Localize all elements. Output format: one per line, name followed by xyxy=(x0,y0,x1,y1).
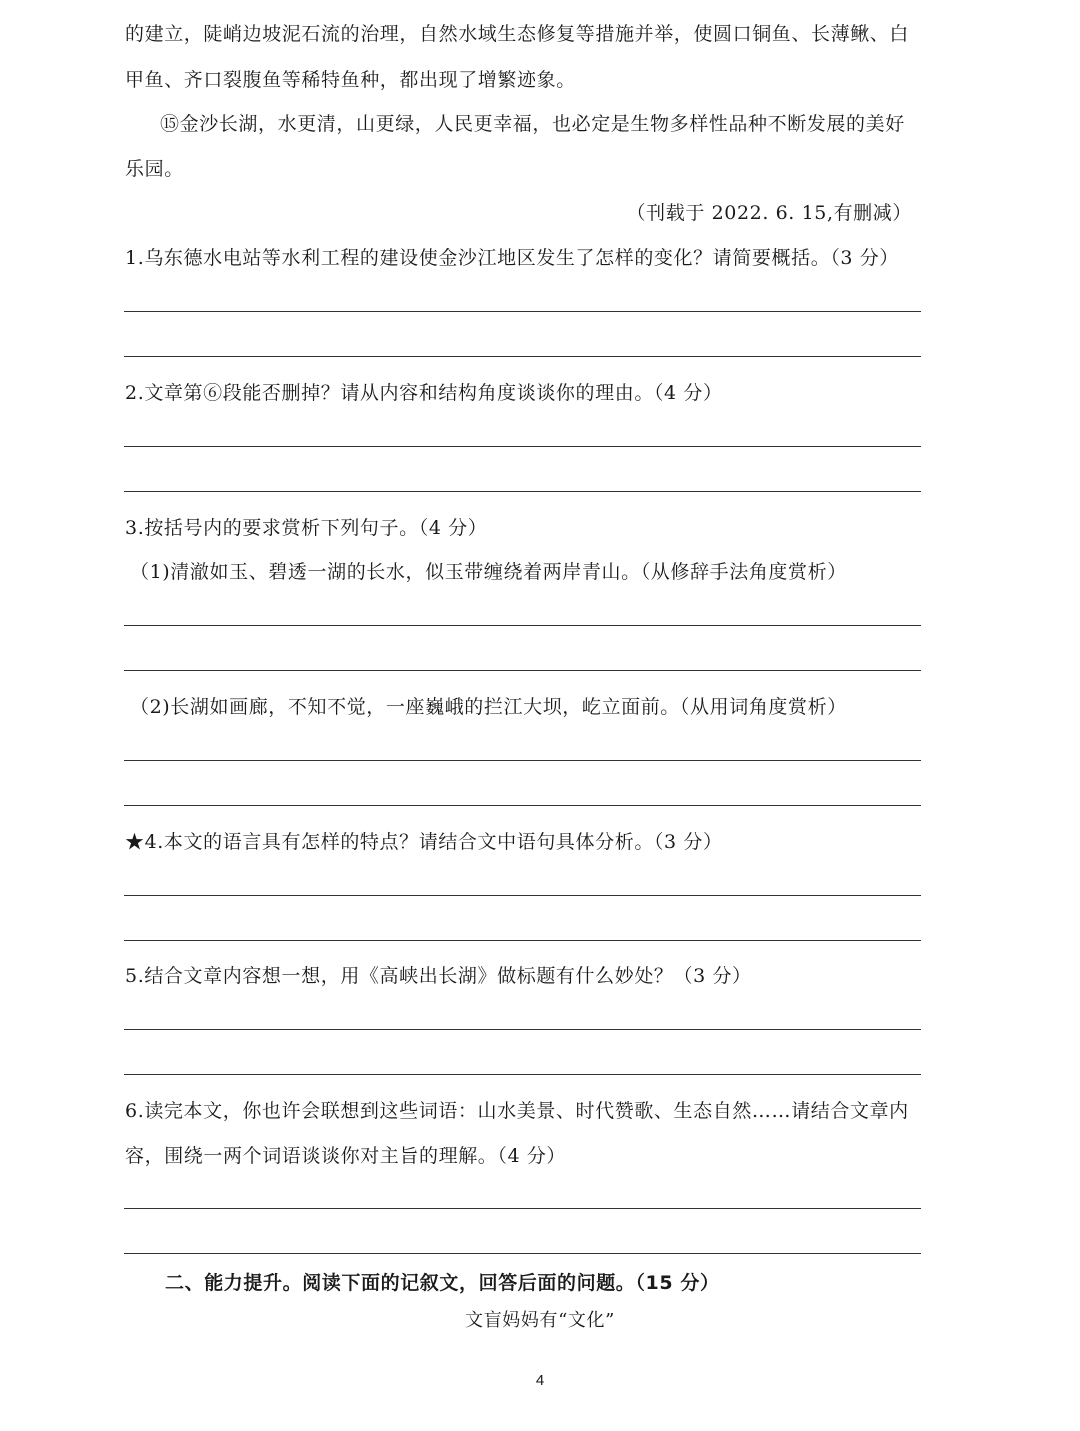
answer-line[interactable] xyxy=(124,1074,921,1075)
answer-line[interactable] xyxy=(124,760,921,761)
answer-line[interactable] xyxy=(124,1029,921,1030)
answer-line[interactable] xyxy=(124,1208,921,1209)
answer-line[interactable] xyxy=(124,356,921,357)
answer-line[interactable] xyxy=(124,805,921,806)
answer-line[interactable] xyxy=(124,491,921,492)
question-5: 5.结合文章内容想一想，用《高峡出长湖》做标题有什么妙处？（3 分） xyxy=(125,965,752,987)
passage-paragraph-15: ⑮金沙长湖，水更清，山更绿，人民更幸福，也必定是生物多样性品种不断发展的美好 xyxy=(160,113,905,135)
answer-line[interactable] xyxy=(124,940,921,941)
section-heading: 二、能力提升。阅读下面的记叙文，回答后面的问题。（15 分） xyxy=(165,1272,720,1294)
source-citation: （刊载于 2022. 6. 15,有删减） xyxy=(626,202,912,224)
question-4: ★4.本文的语言具有怎样的特点？请结合文中语句具体分析。（3 分） xyxy=(125,831,723,853)
answer-line[interactable] xyxy=(124,1253,921,1254)
answer-line[interactable] xyxy=(124,446,921,447)
passage-line: 甲鱼、齐口裂腹鱼等稀特鱼种，都出现了增繁迹象。 xyxy=(125,69,576,91)
question-1: 1.乌东德水电站等水利工程的建设使金沙江地区发生了怎样的变化？请简要概括。（3 分） xyxy=(125,247,899,269)
passage-line: 乐园。 xyxy=(125,158,184,180)
article-title: 文盲妈妈有“文化” xyxy=(465,1310,615,1331)
answer-line[interactable] xyxy=(124,895,921,896)
page-number: 4 xyxy=(535,1372,545,1389)
question-6: 6.读完本文，你也许会联想到这些词语：山水美景、时代赞歌、生态自然……请结合文章内 xyxy=(125,1100,909,1122)
question-3-2: （2)长湖如画廊，不知不觉，一座巍峨的拦江大坝，屹立面前。（从用词角度赏析） xyxy=(130,696,847,718)
answer-line[interactable] xyxy=(124,670,921,671)
question-2: 2.文章第⑥段能否删掉？请从内容和结构角度谈谈你的理由。（4 分） xyxy=(125,382,723,404)
question-3: 3.按括号内的要求赏析下列句子。（4 分） xyxy=(125,517,488,539)
passage-line: 的建立，陡峭边坡泥石流的治理，自然水域生态修复等措施并举，使圆口铜鱼、长薄鳅、白 xyxy=(125,23,910,45)
question-6-cont: 容，围绕一两个词语谈谈你对主旨的理解。（4 分） xyxy=(125,1145,567,1167)
answer-line[interactable] xyxy=(124,311,921,312)
question-3-1: （1)清澈如玉、碧透一湖的长水，似玉带缠绕着两岸青山。（从修辞手法角度赏析） xyxy=(130,561,847,583)
answer-line[interactable] xyxy=(124,625,921,626)
